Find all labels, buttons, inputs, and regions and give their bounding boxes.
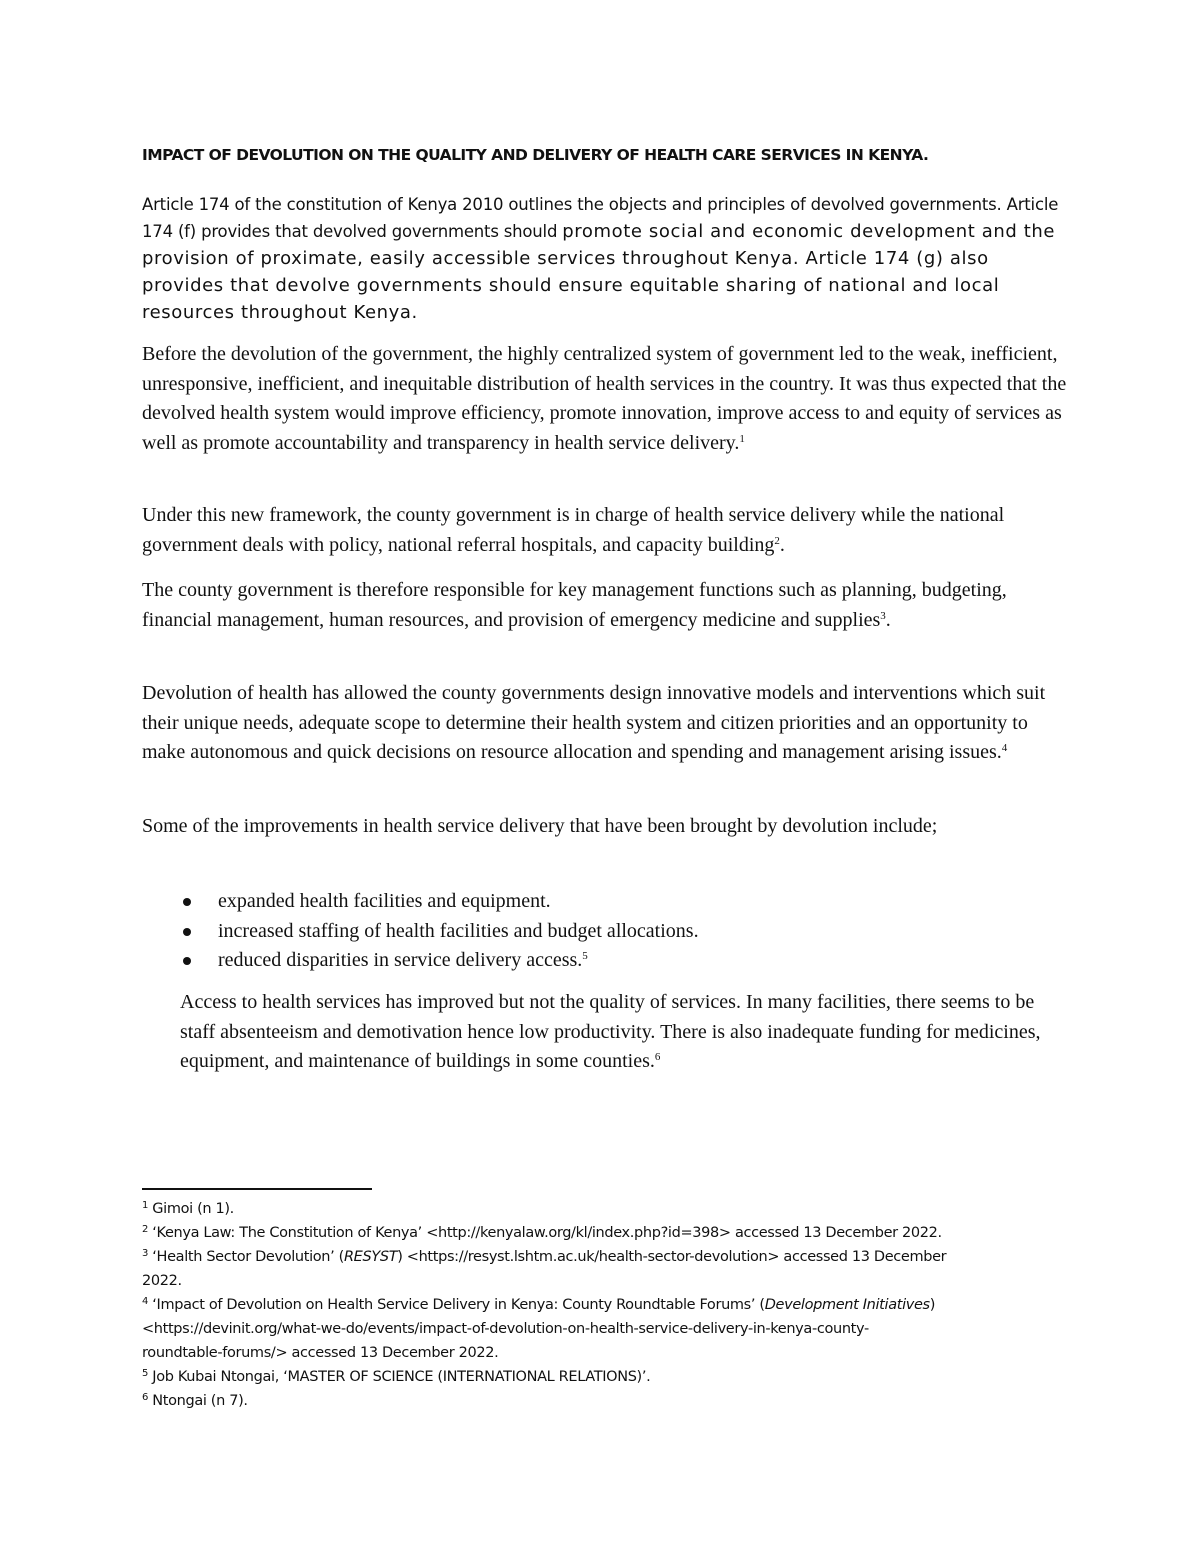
footnote-text: ‘Health Sector Devolution’ ( [152, 1249, 344, 1265]
footnote-ref[interactable]: 3 [880, 609, 886, 622]
footnote-text[interactable]: ‘Kenya Law: The Constitution of Kenya’ <http://kenyalaw.org/kl/index.php?id=398> accessed 13 December 2022. [152, 1225, 942, 1241]
footnote-1 [142, 1197, 1062, 1221]
list-item-text: increased staffing of health facilities and budget allocations. [218, 919, 699, 942]
paragraph-text: Some of the improvements in health service delivery that have been brought by devolution include; [142, 815, 938, 837]
footnote-number: 1 [142, 1200, 149, 1211]
list-item [180, 917, 1060, 947]
footnote-ref[interactable]: 4 [1001, 742, 1008, 754]
paragraph-text: Before the devolution of the government, the highly centralized system of government led to the weak, inefficient, unresponsive, inefficient, and inequitable distribution of health services in the country. It was thus expected that the devolved health system would improve efficiency, promote innovation, improve access to and equity of services as well as promote accountability and transparency in health service delivery. [142, 343, 1067, 454]
paragraph-end: . [779, 533, 785, 556]
intro-text-part2: promote social and economic development and the provision of proximate, easily accessible services throughout Kenya. Article 174 (g) also provides that devolve governments should ensure equitable sharing of national and local resources throughout Kenya. [142, 221, 1056, 323]
footnote-4-link[interactable]: <https://devinit.org/what-we-do/events/impact-of-devolution-on-health-service-delivery-in-kenya-county- [142, 1321, 869, 1337]
footnote-text: Ntongai (n 7). [152, 1393, 248, 1409]
footnote-number: 4 [142, 1296, 149, 1307]
footnote-text: Job Kubai Ntongai, ‘MASTER OF SCIENCE (INTERNATIONAL RELATIONS)’. [152, 1369, 651, 1385]
paragraph-end: . [885, 608, 891, 631]
footnote-4 [142, 1293, 1062, 1317]
footnote-ref[interactable]: 6 [654, 1051, 661, 1063]
list-item-text: expanded health facilities and equipment. [218, 890, 551, 912]
footnote-number: 3 [142, 1248, 149, 1259]
body-paragraph [142, 812, 1072, 842]
footnote-4-continued: roundtable-forums/> accessed 13 December 2022. [142, 1345, 499, 1361]
paragraph-text: Access to health services has improved but not the quality of services. In many facilities, there seems to be staff absenteeism and demotivation hence low productivity. There is also inadequate funding for medicines, equipment, and maintenance of buildings in some counties. [180, 991, 1041, 1072]
footnote-3 [142, 1245, 1062, 1269]
footnote-ref[interactable]: 1 [739, 432, 745, 445]
footnote-number: 2 [142, 1224, 149, 1235]
list-item-text: reduced disparities in service delivery access. [218, 949, 583, 971]
improvements-list [180, 887, 1060, 976]
body-paragraph [142, 501, 1072, 560]
bullet-icon [183, 898, 191, 906]
footnote-source: RESYST [343, 1249, 398, 1265]
closing-paragraph [180, 988, 1060, 1077]
footnotes-section [142, 1197, 1062, 1413]
footnote-separator [142, 1188, 372, 1190]
intro-text-part1: Article 174 of the constitution of Kenya 2010 outlines the objects and principles of devolved governments. Article 174 (f) provides that devolved governments should [142, 195, 1059, 241]
footnote-6 [142, 1389, 1062, 1413]
list-item [180, 946, 1060, 976]
body-paragraph [142, 576, 1072, 635]
footnote-5 [142, 1365, 1062, 1389]
footnote-text: ‘Impact of Devolution on Health Service Delivery in Kenya: County Roundtable Forums’ ( [152, 1297, 765, 1313]
footnote-ref[interactable]: 5 [582, 950, 588, 962]
document-title: IMPACT OF DEVOLUTION ON THE QUALITY AND DELIVERY OF HEALTH CARE SERVICES IN KENYA. [142, 146, 929, 164]
bullet-icon [183, 957, 191, 965]
footnote-2 [142, 1221, 1062, 1245]
bullet-icon [183, 928, 191, 936]
footnote-text-end: ) [929, 1297, 936, 1313]
footnote-number: 5 [142, 1368, 149, 1379]
footnote-number: 6 [142, 1392, 149, 1403]
intro-paragraph [142, 191, 1062, 326]
body-paragraph [142, 340, 1072, 458]
footnote-text: Gimoi (n 1). [152, 1201, 234, 1217]
paragraph-text: The county government is therefore responsible for key management functions such as planning, budgeting, financial management, human resources, and provision of emergency medicine and supplies [142, 579, 1007, 631]
body-paragraph [142, 679, 1072, 768]
footnote-3-continued: 2022. [142, 1273, 182, 1289]
paragraph-text: Under this new framework, the county government is in charge of health service delivery while the national government deals with policy, national referral hospitals, and capacity building [142, 504, 1005, 556]
footnote-source: Development Initiatives [764, 1297, 930, 1313]
footnote-ref[interactable]: 2 [774, 534, 780, 547]
list-item [180, 887, 1060, 917]
paragraph-text: Devolution of health has allowed the county governments design innovative models and interventions which suit their unique needs, adequate scope to determine their health system and citizen priorities and an opportunity to make autonomous and quick decisions on resource allocation and spending and management arising issues. [142, 682, 1046, 763]
footnote-text-link[interactable]: ) <https://resyst.lshtm.ac.uk/health-sector-devolution> accessed 13 December [397, 1249, 947, 1265]
